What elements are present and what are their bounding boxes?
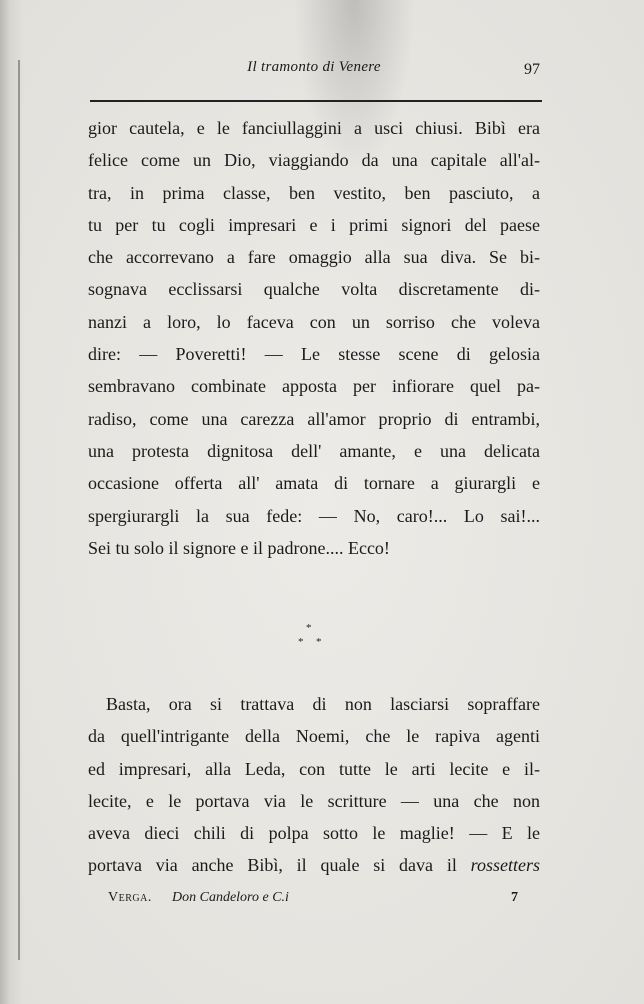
text-line: tra, in prima classe, ben vestito, ben pasciuto, a [88, 182, 540, 203]
text-line: nanzi a loro, lo faceva con un sorriso che voleva [88, 311, 540, 332]
text-line: dire: — Poveretti! — Le stesse scene di gelosia [88, 344, 540, 365]
text-line: Sei tu solo il signore e il padrone.... Ecco! [88, 537, 390, 558]
header-rule [90, 100, 542, 102]
text-line: da quell'intrigante della Noemi, che le rapiva agenti [88, 726, 540, 747]
asterism-star: * [298, 636, 304, 648]
text-line: tu per tu cogli impresari e i primi signori del paese [88, 214, 540, 235]
text-line: aveva dieci chili di polpa sotto le maglie! — E le [88, 823, 540, 844]
text-line: sembravano combinate apposta per infiorare quel pa- [88, 376, 540, 397]
text-line: occasione offerta all' amata di tornare a giurargli e [88, 473, 540, 494]
section-break-asterism [280, 622, 340, 656]
text-line: lecite, e le portava via le scritture — una che non [88, 790, 540, 811]
asterism-star: * [306, 622, 312, 634]
paragraph-1 [88, 112, 540, 564]
italic-word: rossetters [470, 855, 540, 876]
footer-author: Verga. [108, 890, 152, 905]
page-number: 97 [524, 61, 540, 78]
page-gutter-line [18, 60, 20, 960]
text-line: ed impresari, alla Leda, con tutte le arti lecite e il- [88, 758, 540, 779]
text-line: gior cautela, e le fanciullaggini a usci chiusi. Bibì era [88, 118, 540, 138]
running-head: Il tramonto di Venere [247, 59, 381, 75]
text-line: Basta, ora si trattava di non lasciarsi sopraffare [106, 694, 540, 714]
asterism-star: * [316, 636, 322, 648]
page-gutter-shadow [0, 0, 24, 1004]
text-line: una protesta dignitosa dell' amante, e una delicata [88, 440, 540, 461]
paragraph-2 [88, 688, 540, 882]
text-line: felice come un Dio, viaggiando da una capitale all'al- [88, 150, 540, 171]
text-line: spergiurargli la sua fede: — No, caro!... Lo sai!... [88, 505, 540, 526]
text-line-content: portava via anche Bibì, il quale si dava il [88, 855, 457, 876]
page-footer [108, 888, 518, 912]
text-line: radiso, come una carezza all'amor proprio di entrambi, [88, 408, 540, 429]
text-line-last [88, 849, 540, 881]
signature-mark: 7 [511, 890, 518, 905]
text-line: sognava ecclissarsi qualche volta discretamente di- [88, 279, 540, 300]
page-header [88, 56, 540, 82]
text-line: che accorrevano a fare omaggio alla sua diva. Se bi- [88, 247, 540, 268]
footer-title: Don Candeloro e C.i [172, 890, 289, 905]
